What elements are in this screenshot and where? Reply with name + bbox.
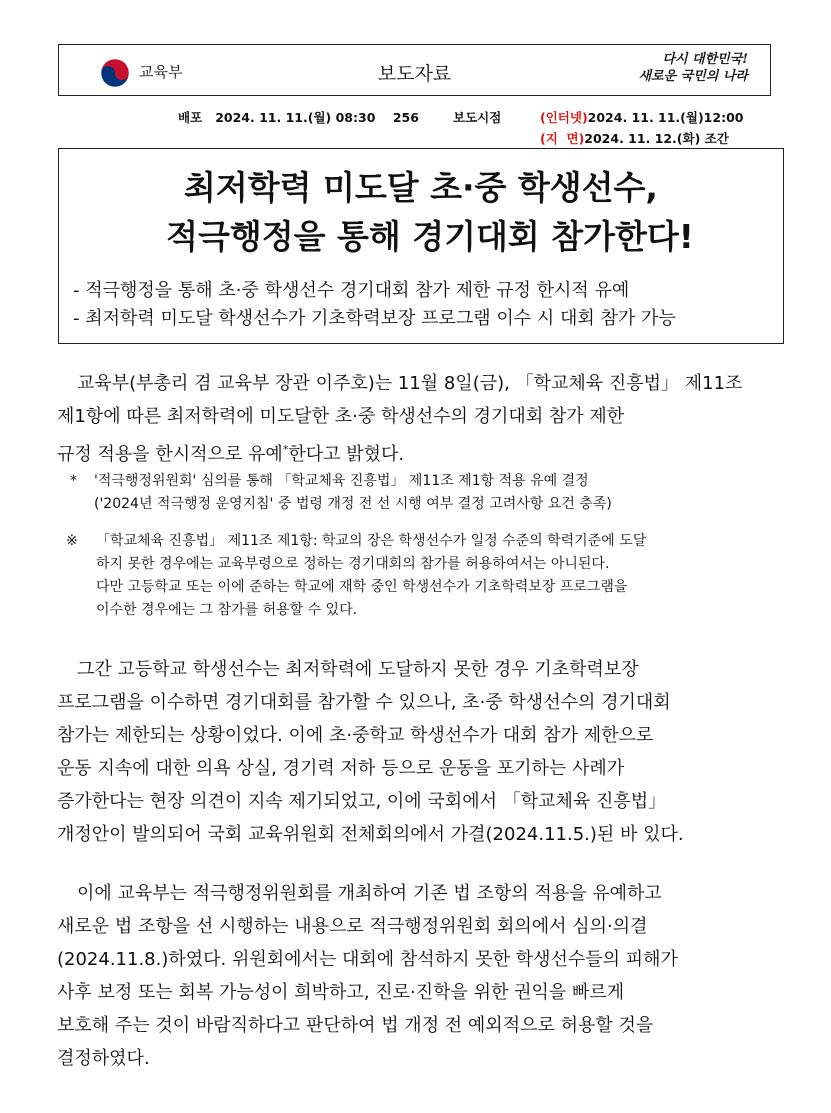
headline xyxy=(59,163,783,261)
p1-line: 교육부(부총리 겸 교육부 장관 이주호)는 11월 8일(금), 「학교체육 진흥법」 제11조 xyxy=(77,373,743,394)
release-number: 256 xyxy=(392,110,419,125)
p2-line: 그간 고등학교 학생선수는 최저학력에 도달하지 못한 경우 기초학력보장 xyxy=(77,659,639,680)
paper-time: 2024. 11. 12.(화) 조간 xyxy=(584,131,729,146)
footnote-2-line: 하지 못한 경우에는 교육부령으로 정하는 경기대회의 참가를 허용하여서는 아니된다. xyxy=(96,556,610,572)
header-box xyxy=(58,44,771,96)
embargo-internet xyxy=(540,108,743,126)
ministry-name: 교육부 xyxy=(139,63,183,81)
p1-line3-pre: 규정 적용을 한시적으로 유예 xyxy=(57,444,283,465)
p2-line: 프로그램을 이수하면 경기대회를 참가할 수 있으나, 초·중 학생선수의 경기대회 xyxy=(57,692,671,713)
footnote-1 xyxy=(70,470,780,516)
footnote-1-mark: * xyxy=(70,473,77,489)
internet-time: 2024. 11. 11.(월)12:00 xyxy=(587,110,744,125)
footnote-1-line: '적극행정위원회' 심의를 통해 「학교체육 진흥법」 제11조 제1항 적용 유예 결정 xyxy=(94,473,589,489)
footnote-2 xyxy=(66,530,776,622)
embargo-paper xyxy=(540,129,729,147)
footnote-mark: * xyxy=(282,443,289,456)
footnote-1-line: ('2024년 적극행정 운영지침' 중 법령 개정 전 선 시행 여부 결정 고려사항 요건 충족) xyxy=(94,496,612,512)
p1-line: 제1항에 따른 최저학력에 미도달한 초·중 학생선수의 경기대회 참가 제한 xyxy=(57,406,625,427)
subtitle-1: - 적극행정을 통해 초·중 학생선수 경기대회 참가 제한 규정 한시적 유예 xyxy=(73,280,630,301)
slogan xyxy=(638,51,748,85)
slogan-line-1: 다시 대한민국! xyxy=(662,52,748,67)
footnote-2-line: 「학교체육 진흥법」 제11조 제1항: 학교의 장은 학생선수가 일정 수준의 학력기준에 도달 xyxy=(96,533,647,549)
p1-line3-post: 한다고 밝혔다. xyxy=(288,444,405,465)
release-label: 배포 xyxy=(178,110,203,125)
footnote-2-line: 이수한 경우에는 그 참가를 허용할 수 있다. xyxy=(96,602,358,618)
p2-line: 운동 지속에 대한 의욕 상실, 경기력 저하 등으로 운동을 포기하는 사례가 xyxy=(57,758,625,779)
paper-tag: (지 면) xyxy=(540,131,585,146)
embargo-label: 보도시점 xyxy=(453,110,502,125)
internet-tag: (인터넷) xyxy=(540,110,588,125)
p3-line: 이에 교육부는 적극행정위원회를 개최하여 기존 법 조항의 적용을 유예하고 xyxy=(77,883,662,904)
headline-line-2: 적극행정을 통해 경기대회 참가한다! xyxy=(166,217,694,256)
paragraph-1 xyxy=(57,367,781,471)
p3-line: 보호해 주는 것이 바람직하다고 판단하여 법 개정 전 예외적으로 허용할 것을 xyxy=(57,1015,654,1036)
p1-line-3 xyxy=(57,433,781,471)
p3-line: (2024.11.8.)하였다. 위원회에서는 대회에 참석하지 못한 학생선수들의 피해가 xyxy=(57,949,678,970)
paragraph-3 xyxy=(57,877,781,1075)
footnote-2-line: 다만 고등학교 또는 이에 준하는 학교에 재학 중인 학생선수가 기초학력보장 프로그램을 xyxy=(96,579,628,595)
subtitle-list xyxy=(73,277,676,333)
headline-line-1: 최저학력 미도달 초·중 학생선수, xyxy=(184,168,658,207)
release-datetime: 2024. 11. 11.(월) 08:30 xyxy=(215,110,376,125)
paragraph-2 xyxy=(57,653,781,851)
title-box xyxy=(58,148,784,344)
p3-line: 새로운 법 조항을 선 시행하는 내용으로 적극행정위원회 회의에서 심의·의결 xyxy=(57,916,648,937)
p3-line: 사후 보정 또는 회복 가능성이 희박하고, 진로·진학을 위한 권익을 빠르게 xyxy=(57,982,625,1003)
footnote-2-mark: ※ xyxy=(66,533,78,549)
p2-line: 증가한다는 현장 의견이 지속 제기되었고, 이에 국회에서 「학교체육 진흥법」 xyxy=(57,791,667,812)
doc-type-title: 보도자료 xyxy=(377,63,452,85)
p2-line: 개정안이 발의되어 국회 교육위원회 전체회의에서 가결(2024.11.5.)된 바 있다. xyxy=(57,824,684,845)
p3-line: 결정하였다. xyxy=(57,1048,150,1069)
subtitle-2: - 최저학력 미도달 학생선수가 기초학력보장 프로그램 이수 시 대회 참가 가능 xyxy=(73,308,676,329)
slogan-line-2: 새로운 국민의 나라 xyxy=(638,69,748,84)
p2-line: 참가는 제한되는 상황이었다. 이에 초·중학교 학생선수가 대회 참가 제한으로 xyxy=(57,725,654,746)
release-info xyxy=(178,108,419,126)
